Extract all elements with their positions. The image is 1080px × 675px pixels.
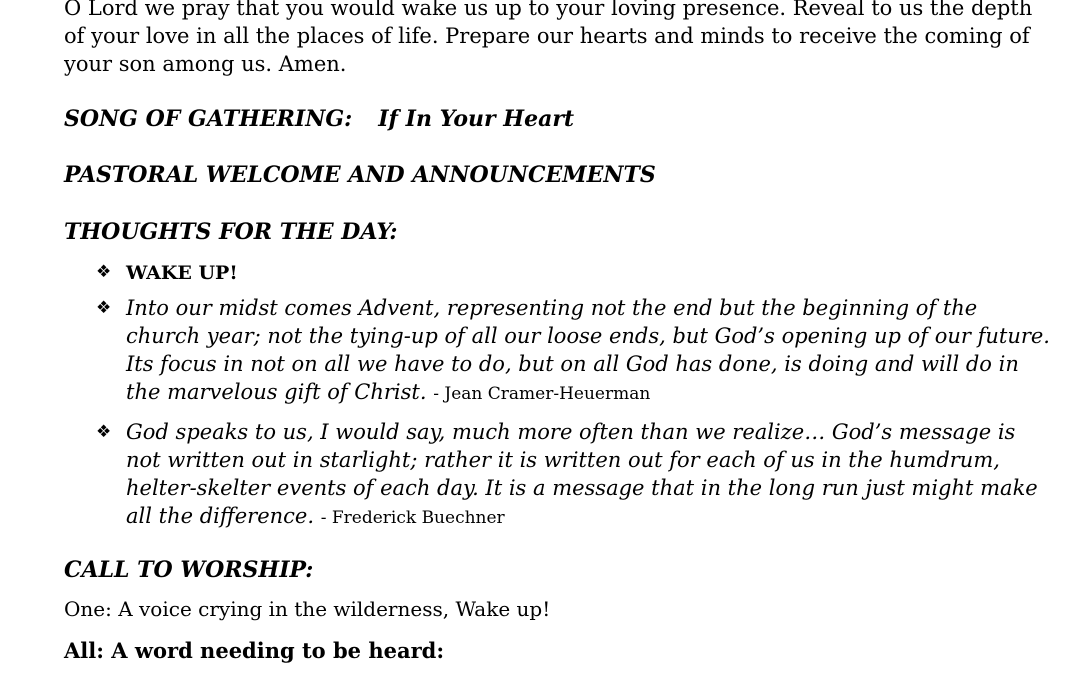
call-to-worship-all: All: A word needing to be heard:	[64, 638, 445, 663]
quote-attribution: - Jean Cramer-Heuerman	[433, 384, 651, 404]
advent-quote: Into our midst comes Advent, representing not the end but the beginning of the church year; not the tying-up of all our loose ends, but God’s opening up of our future. Its focus in not on all we have to do, but on all God has done, is doing and will do in the marvelous gift of Christ.	[126, 296, 1050, 404]
song-of-gathering-label: SONG OF GATHERING:	[64, 106, 353, 132]
opening-prayer: O Lord we pray that you would wake us up to your loving presence. Reveal to us the depth of your love in all the places of life. Prepare our hearts and minds to receive the coming of your son among us. Amen.	[64, 0, 1033, 76]
diamond-bullet-icon: ❖	[96, 422, 112, 442]
quote-attribution: - Frederick Buechner	[320, 508, 505, 528]
buechner-quote: God speaks to us, I would say, much more often than we realize… God’s message is not written out in starlight; rather it is written out for each of us in the humdrum, helter-skelter events of each day. It is a message that in the long run just might make all the difference.	[126, 420, 1038, 528]
diamond-bullet-icon: ❖	[96, 298, 112, 318]
thoughts-heading: THOUGHTS FOR THE DAY:	[64, 219, 398, 245]
pastoral-welcome-heading: PASTORAL WELCOME AND ANNOUNCEMENTS	[64, 162, 656, 188]
list-item	[96, 418, 1056, 532]
list-item	[96, 258, 1056, 287]
wake-up-text: WAKE UP!	[126, 262, 238, 284]
song-title: If In Your Heart	[378, 106, 575, 132]
call-to-worship-heading: CALL TO WORSHIP:	[64, 557, 314, 583]
diamond-bullet-icon: ❖	[96, 262, 112, 282]
song-of-gathering-heading	[64, 106, 574, 132]
list-item	[96, 294, 1056, 408]
call-to-worship-one: One: A voice crying in the wilderness, Wake up!	[64, 597, 551, 621]
